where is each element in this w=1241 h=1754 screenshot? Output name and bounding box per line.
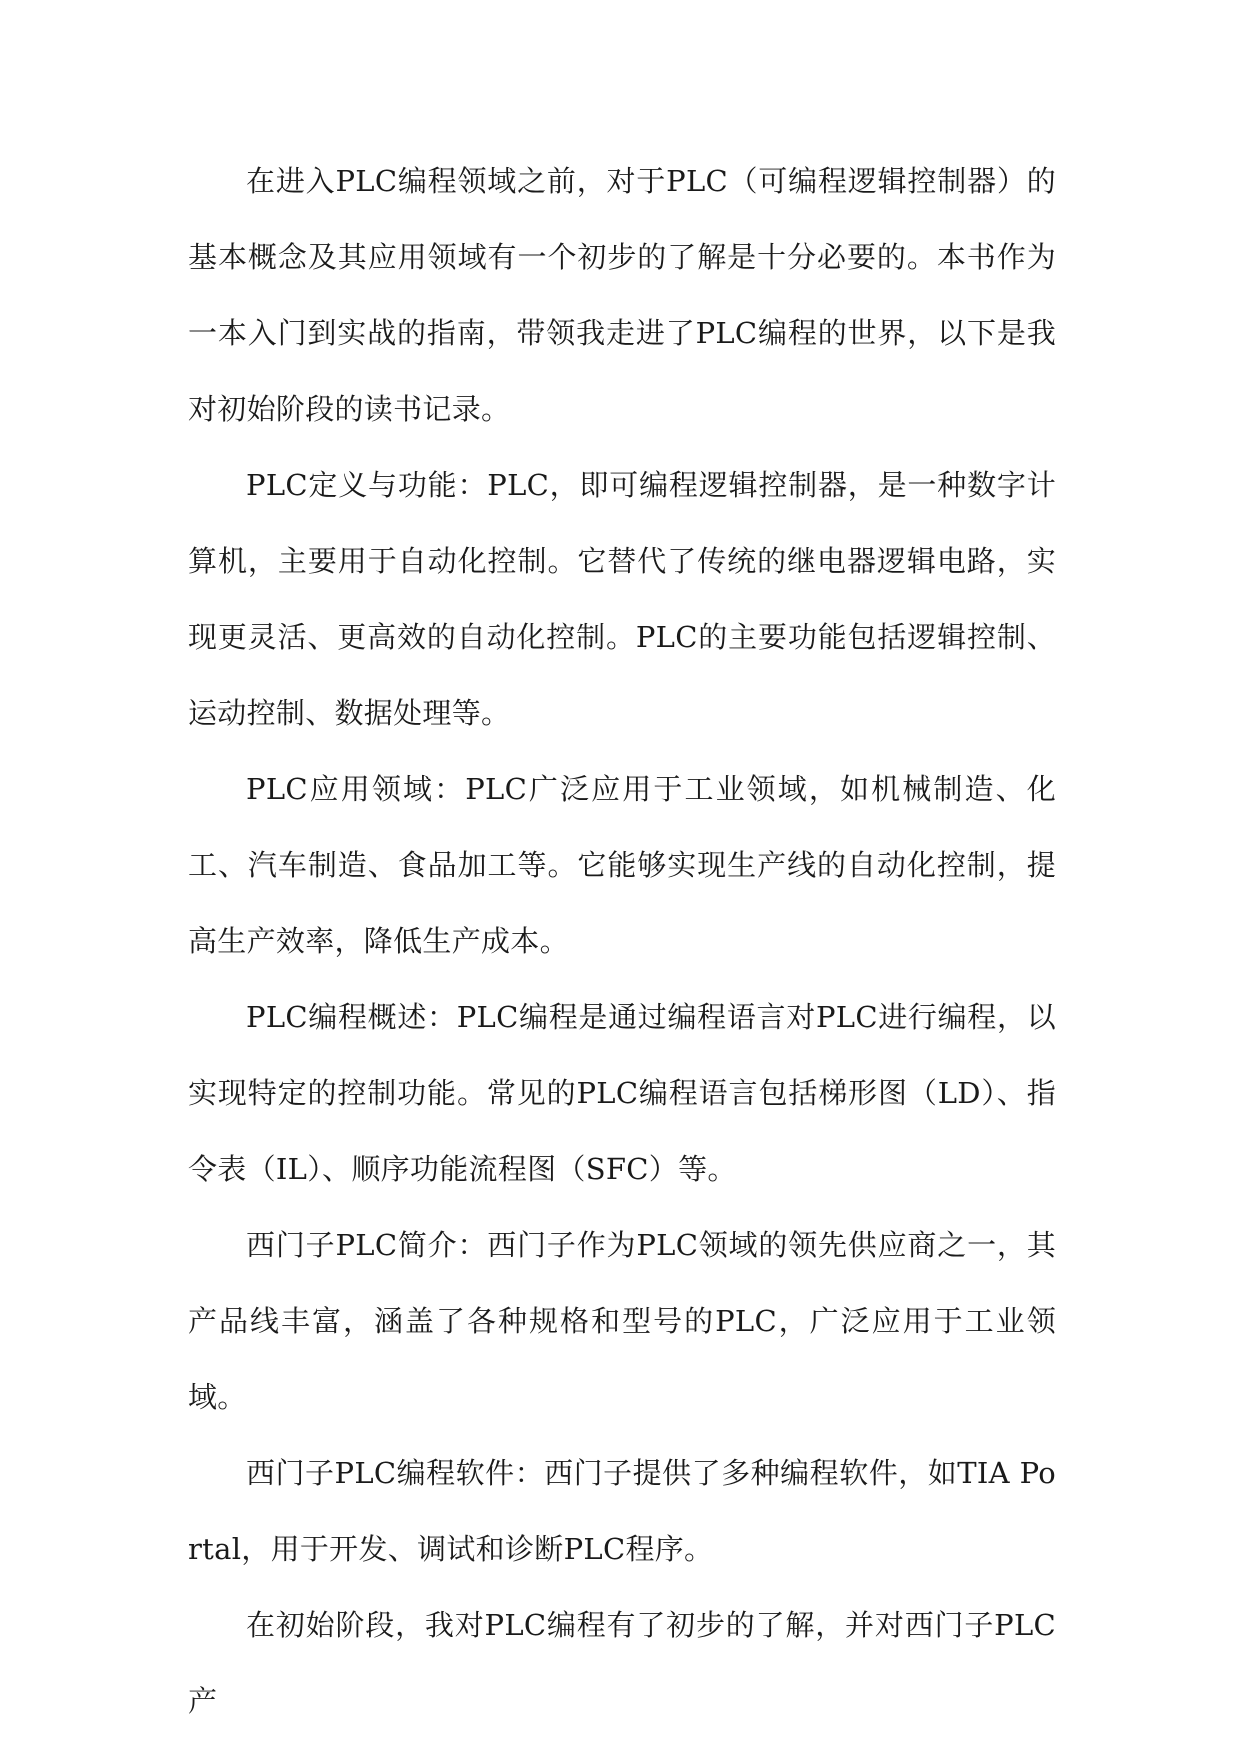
paragraph-plc-programming-overview: PLC编程概述：PLC编程是通过编程语言对PLC进行编程，以实现特定的控制功能。常见的PLC编程语言包括梯形图（LD）、指令表（IL）、顺序功能流程图（SFC）等。 <box>188 1000 1056 1186</box>
document-body <box>188 143 1056 1739</box>
paragraph-siemens-plc-intro: 西门子PLC简介：西门子作为PLC领域的领先供应商之一，其产品线丰富，涵盖了各种规格和型号的PLC，广泛应用于工业领域。 <box>188 1228 1056 1414</box>
paragraph-plc-definition: PLC定义与功能：PLC，即可编程逻辑控制器，是一种数字计算机，主要用于自动化控制。它替代了传统的继电器逻辑电路，实现更灵活、更高效的自动化控制。PLC的主要功能包括逻辑控制、运动控制、数据处理等。 <box>188 468 1056 730</box>
paragraph-siemens-software: 西门子PLC编程软件：西门子提供了多种编程软件，如TIA Portal，用于开发、调试和诊断PLC程序。 <box>188 1456 1056 1566</box>
paragraph-plc-applications: PLC应用领域：PLC广泛应用于工业领域，如机械制造、化工、汽车制造、食品加工等。它能够实现生产线的自动化控制，提高生产效率，降低生产成本。 <box>188 772 1056 958</box>
paragraph-intro: 在进入PLC编程领域之前，对于PLC（可编程逻辑控制器）的基本概念及其应用领域有一个初步的了解是十分必要的。本书作为一本入门到实战的指南，带领我走进了PLC编程的世界，以下是我对初始阶段的读书记录。 <box>188 164 1056 426</box>
paragraph-initial-stage: 在初始阶段，我对PLC编程有了初步的了解，并对西门子PLC产 <box>188 1608 1056 1718</box>
